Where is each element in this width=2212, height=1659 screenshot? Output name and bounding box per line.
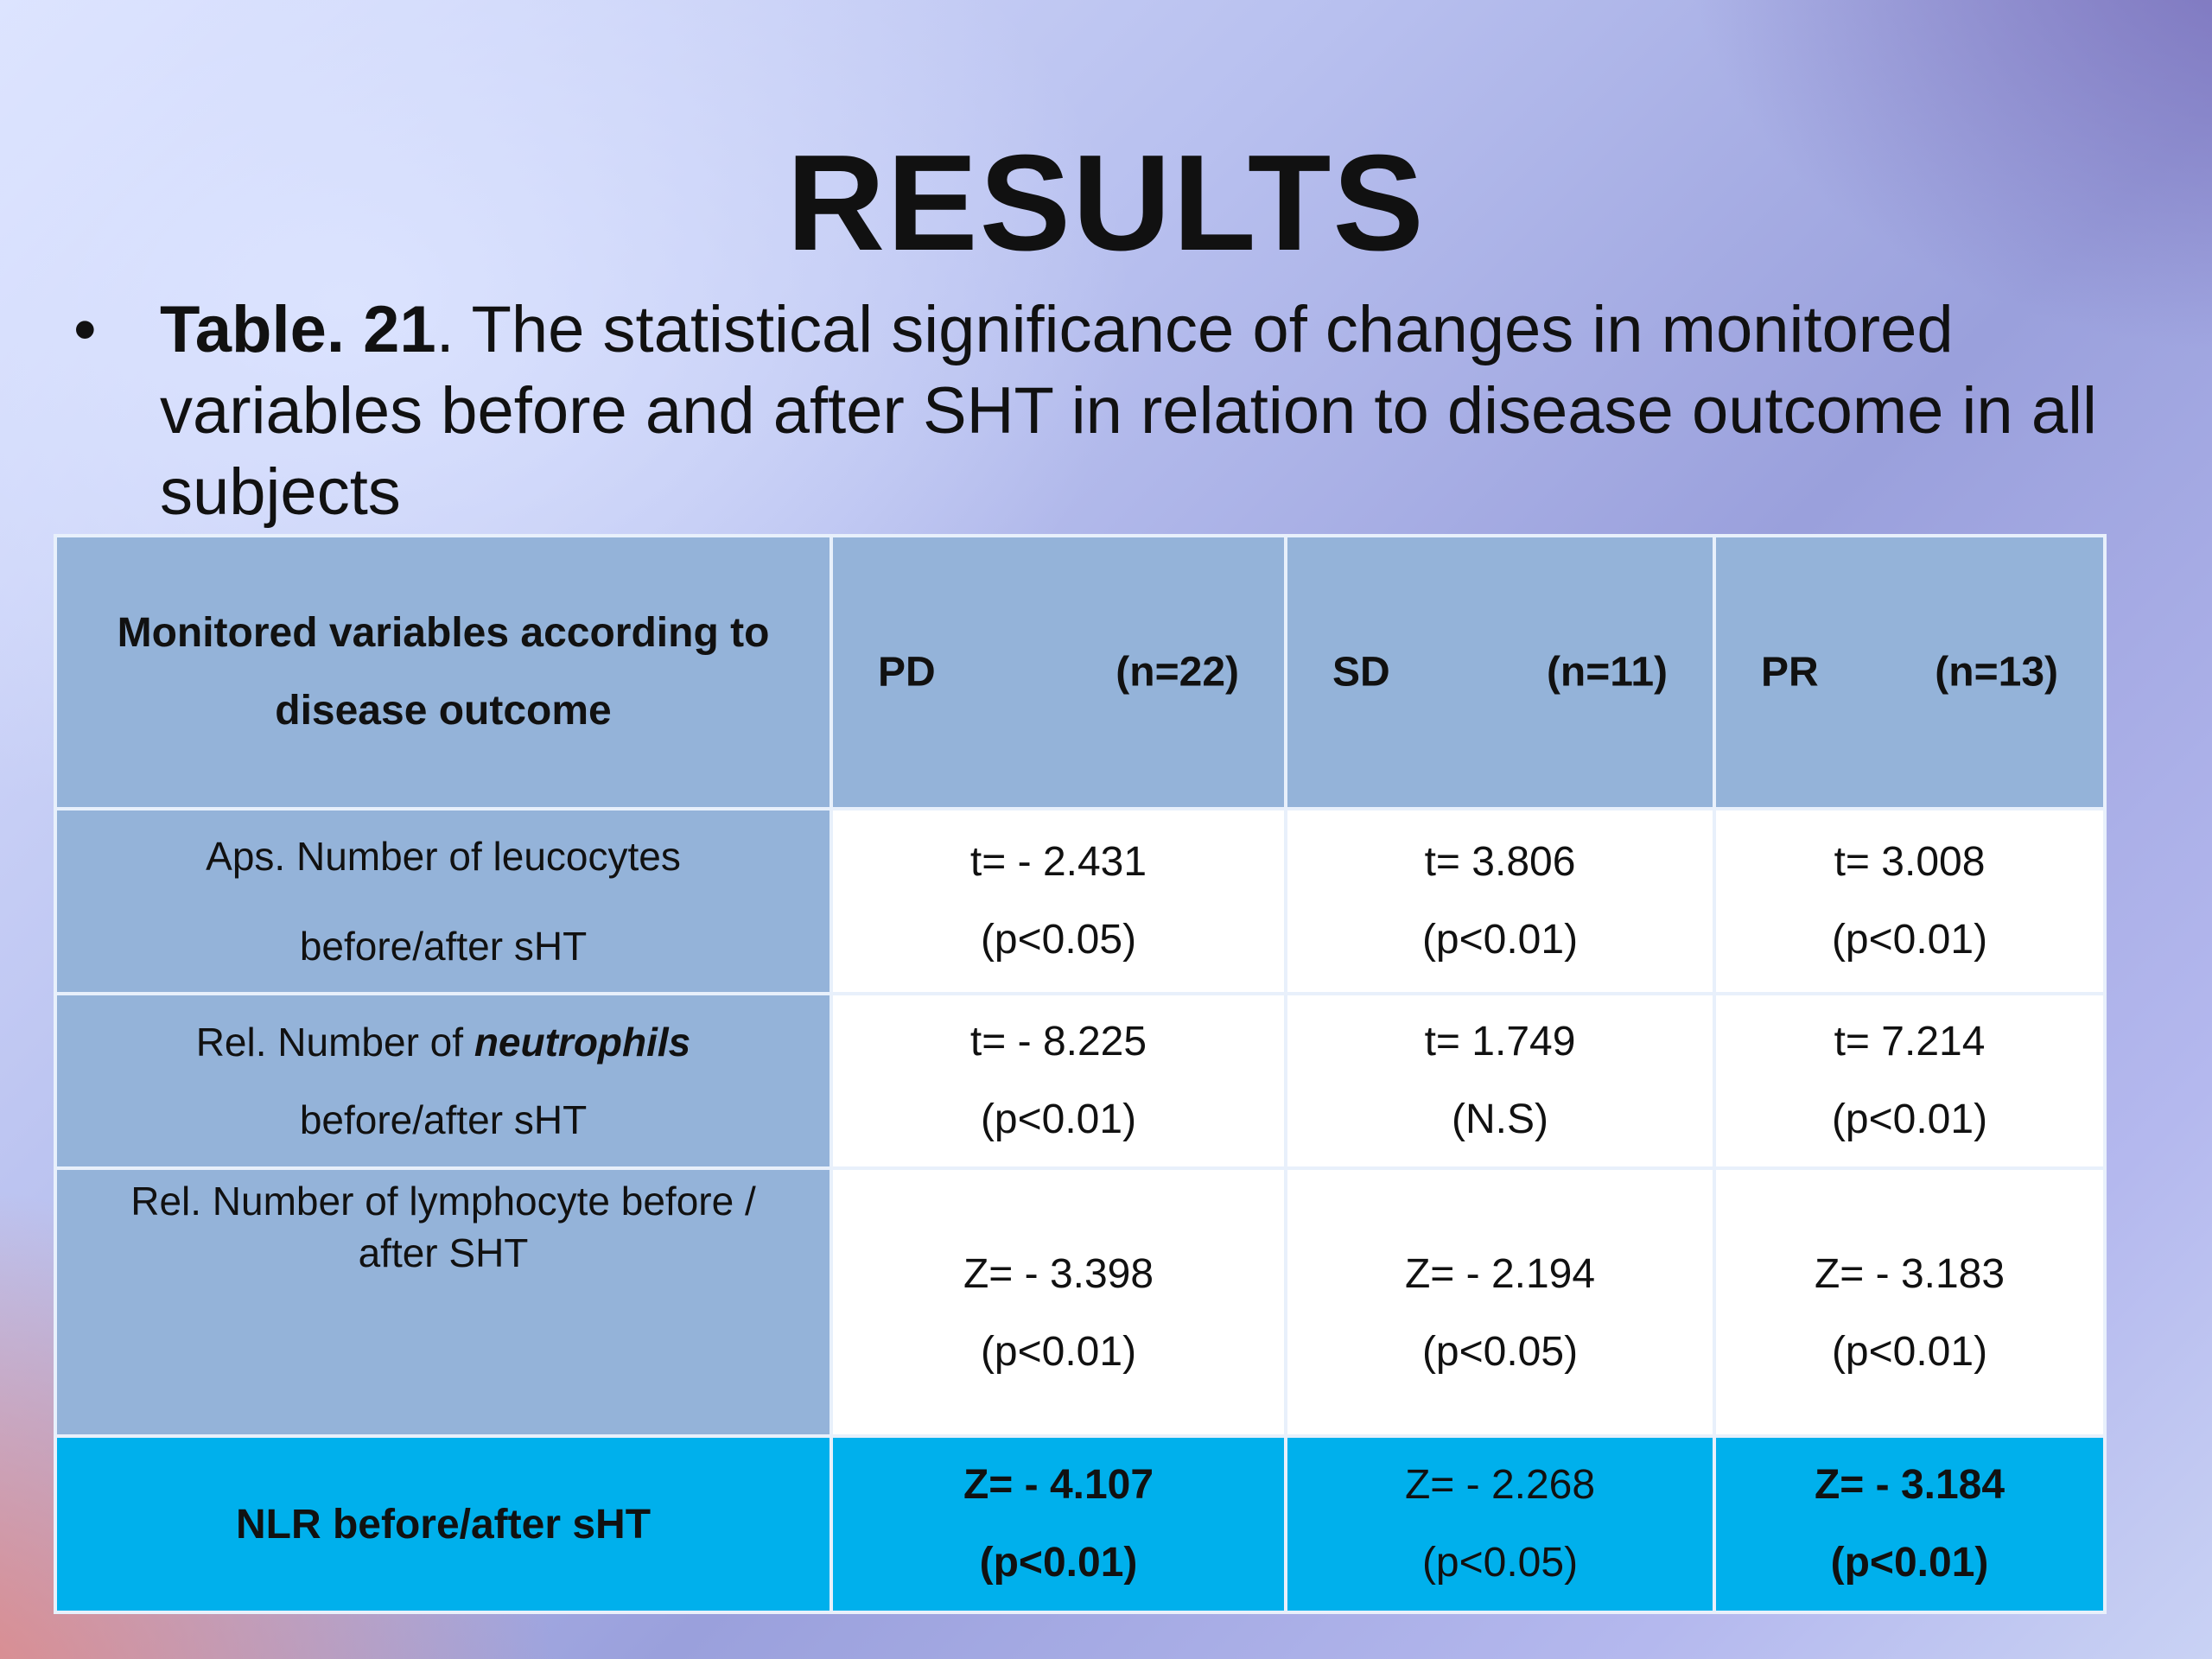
cell-stat: t= - 2.431 (969, 839, 1147, 885)
cell-p: (p<0.01) (1421, 917, 1579, 963)
row-label-leucocytes (55, 809, 831, 994)
cell-p: (p<0.01) (980, 1329, 1137, 1375)
table-header-row (55, 536, 2105, 809)
row-label-line1 (57, 1003, 830, 1081)
cell-pr (1714, 1436, 2105, 1612)
header-sd-abbr: SD (1332, 649, 1390, 696)
cell-p: (p<0.01) (980, 1096, 1137, 1142)
cell-stat: Z= - 4.107 (963, 1462, 1154, 1508)
cell-p: (p<0.01) (1831, 1096, 1988, 1142)
header-pd-n: (n=22) (1116, 649, 1239, 696)
cell-pr (1714, 994, 2105, 1168)
cell-stat: t= - 8.225 (969, 1019, 1147, 1065)
cell-p: (p<0.01) (1831, 917, 1988, 963)
table-row (55, 1168, 2105, 1436)
row-label-line1: Rel. Number of lymphocyte before / (130, 1179, 756, 1224)
cell-p: (p<0.01) (979, 1540, 1138, 1586)
cell-stat: Z= - 3.184 (1814, 1462, 2005, 1508)
header-pd-abbr: PD (878, 649, 936, 696)
row-label-neutrophils (55, 994, 831, 1168)
header-variables-line1: Monitored variables according to (117, 610, 770, 656)
cell-stat: t= 7.214 (1834, 1019, 1986, 1065)
cell-stat: Z= - 2.194 (1404, 1251, 1596, 1297)
cell-stat: Z= - 3.183 (1814, 1251, 2005, 1297)
table-row (55, 809, 2105, 994)
header-variables-line2: disease outcome (275, 688, 612, 734)
cell-stat: Z= - 2.268 (1404, 1462, 1596, 1508)
cell-sd (1286, 809, 1714, 994)
row-label-line2: after SHT (358, 1230, 529, 1275)
row-label-emphasis: neutrophils (474, 1020, 691, 1065)
results-table (54, 534, 2107, 1614)
cell-p: (p<0.05) (1421, 1329, 1579, 1375)
cell-p: (p<0.05) (980, 917, 1137, 963)
cell-pd (831, 1168, 1286, 1436)
header-pr-n: (n=13) (1935, 649, 2058, 696)
row-label-nlr: NLR before/after sHT (55, 1436, 831, 1612)
cell-p: (N.S) (1452, 1096, 1548, 1142)
cell-pd (831, 809, 1286, 994)
cell-stat: t= 3.008 (1834, 839, 1986, 885)
cell-sd (1286, 994, 1714, 1168)
header-variables (55, 536, 831, 809)
row-label-line2: before/after sHT (299, 1097, 588, 1142)
row-label-prefix: Rel. Number of (195, 1020, 474, 1065)
table-row (55, 994, 2105, 1168)
bullet-marker: • (73, 293, 97, 366)
caption-body: . The statistical significance of changes in monitored variables before and after SHT in relation to disease outcome in all subjects (160, 293, 2097, 529)
header-pr (1714, 536, 2105, 809)
slide-title: RESULTS (786, 127, 1426, 279)
cell-p: (p<0.05) (1421, 1540, 1579, 1586)
caption-text (160, 289, 2173, 533)
row-label-lymphocyte (55, 1168, 831, 1436)
cell-pr (1714, 1168, 2105, 1436)
header-sd (1286, 536, 1714, 809)
cell-p: (p<0.01) (1831, 1329, 1988, 1375)
cell-sd (1286, 1168, 1714, 1436)
cell-stat: t= 3.806 (1424, 839, 1576, 885)
cell-pd (831, 1436, 1286, 1612)
cell-sd (1286, 1436, 1714, 1612)
header-pr-abbr: PR (1761, 649, 1819, 696)
caption-label: Table. 21 (160, 293, 436, 366)
header-pd (831, 536, 1286, 809)
cell-p: (p<0.01) (1830, 1540, 1989, 1586)
cell-pd (831, 994, 1286, 1168)
header-sd-n: (n=11) (1546, 649, 1668, 696)
cell-pr (1714, 809, 2105, 994)
row-label-line1: Aps. Number of leucocytes (206, 834, 681, 879)
table-row-nlr (55, 1436, 2105, 1612)
row-label-line2: before/after sHT (299, 924, 588, 969)
cell-stat: Z= - 3.398 (963, 1251, 1154, 1297)
cell-stat: t= 1.749 (1424, 1019, 1576, 1065)
